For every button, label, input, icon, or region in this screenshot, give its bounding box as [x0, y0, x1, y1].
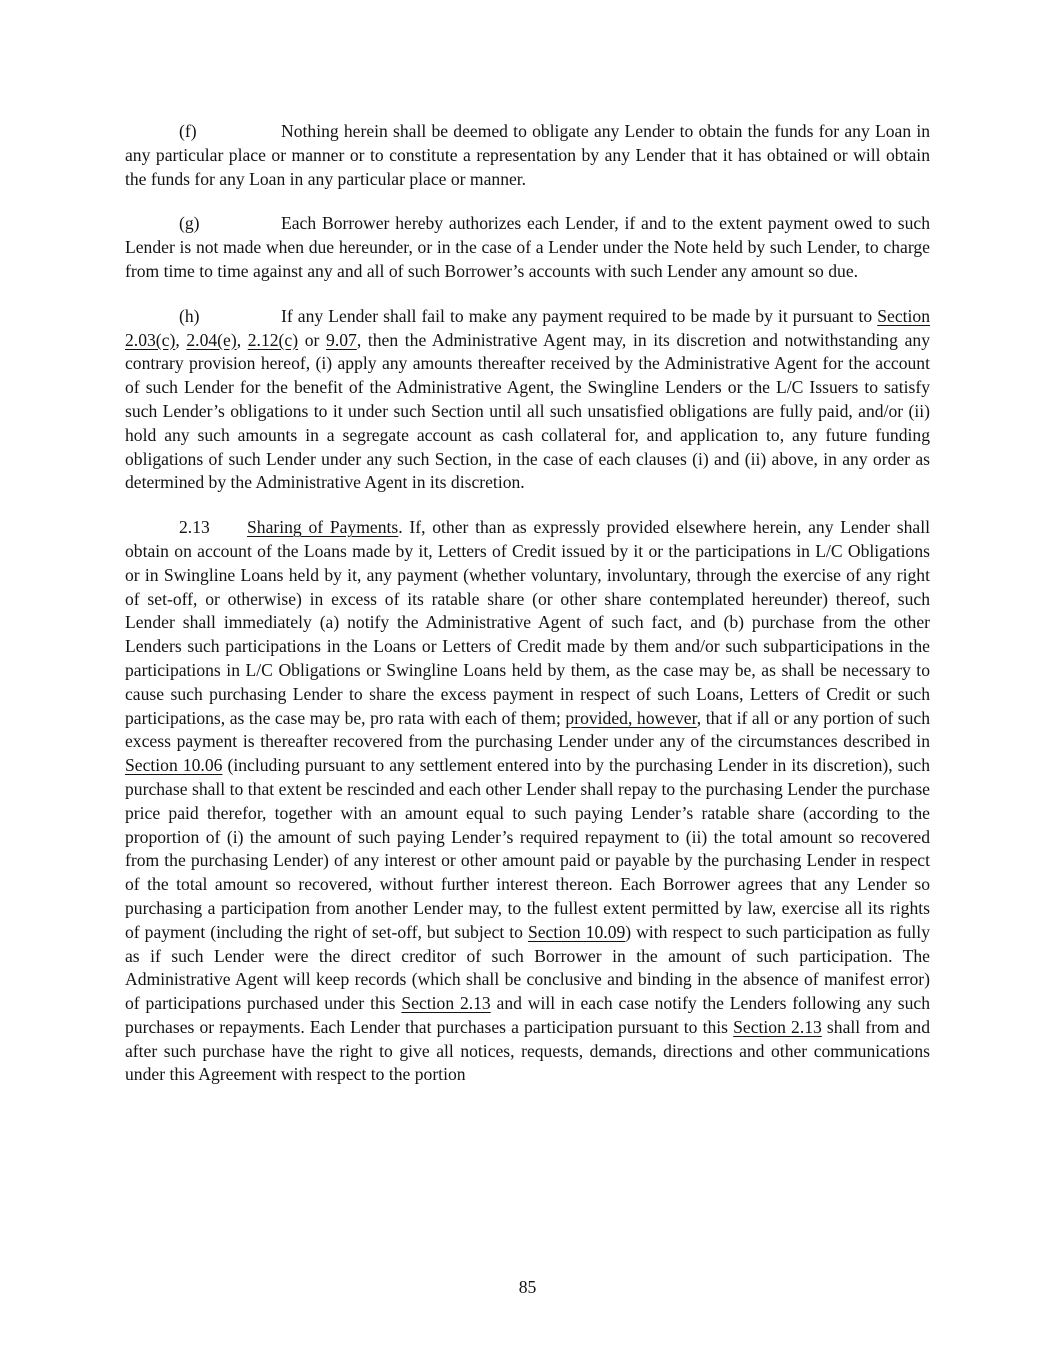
paragraphs-container	[125, 120, 930, 1087]
text-run: Nothing herein shall be deemed to obligate any Lender to obtain the funds for any Loan in any particular place or manner or to constitute a representation by any Lender that it has obtained or will obtain the funds for any Loan in any particular place or manner.	[125, 121, 930, 189]
section-reference: 2.12(c)	[247, 329, 299, 350]
text-run: . If, other than as expressly provided elsewhere herein, any Lender shall obtain on account of the Loans made by it, Letters of Credit issued by it or the participations in L/C Obligations or in Swingline Loans held by it, any payment (whether voluntary, involuntary, through the exercise of any right of set-off, or otherwise) in excess of its ratable share (or other share contemplated hereunder) thereof, such Lender shall immediately (a) notify the Administrative Agent of such fact, and (b) purchase from the other Lenders such participations in the Loans or Letters of Credit made by them and/or such subparticipations in the participations in L/C Obligations or Swingline Loans held by them, as the case may be, as shall be necessary to cause such purchasing Lender to share the excess payment in respect of such Loans, Letters of Credit or such participations, as the case may be, pro rata with each of them;	[125, 517, 930, 728]
text-run: ,	[236, 329, 248, 350]
text-run: , then the Administrative Agent may, in its discretion and notwithstanding any contrary provision hereof, (i) apply any amounts thereafter received by the Administrative Agent for the account of such Lender for the benefit of the Administrative Agent, the Swingline Lenders or the L/C Issuers to satisfy such Lender’s obligations to it under such Section until all such unsatisfied obligations are fully paid, and/or (ii) hold any such amounts in a segregate account as cash collateral for, and application to, any future funding obligations of such Lender under any such Section, in the case of each clauses (i) and (ii) above, in any order as determined by the Administrative Agent in its discretion.	[125, 329, 931, 493]
section-reference: Section 2.13	[401, 993, 491, 1014]
section-reference: provided, however	[565, 707, 697, 728]
text-run: , that if all or any portion of such excess payment is thereafter recovered from the purchasing Lender under any of the circumstances described in	[125, 707, 931, 752]
page-footer	[0, 1276, 1055, 1300]
paragraph-f	[125, 120, 930, 191]
paragraph-label: 2.13	[179, 517, 210, 538]
section-reference: Section 10.09	[527, 921, 626, 942]
text-run: ) with respect to such participation as fully as if such Lender were the direct creditor of such Borrower in the amount of such participation. The Administrative Agent will keep records (which shall be conclusive and binding in the absence of manifest error) of participations purchased under this	[125, 921, 930, 1014]
text-run: or	[298, 329, 327, 350]
text-run: shall from and after such purchase have the right to give all notices, requests, demands, directions and other communications under this Agreement with respect to the portion	[125, 1016, 931, 1085]
text-run: Each Borrower hereby authorizes each Lender, if and to the extent payment owed to such Lender is not made when due hereunder, or in the case of a Lender under the Note held by such Lender, to charge from time to time against any and all of such Borrower’s accounts with such Lender any amount so due.	[125, 213, 930, 281]
section-reference: 9.07	[326, 329, 357, 350]
section-reference: Section 2.13	[733, 1016, 822, 1037]
paragraph-h	[125, 305, 930, 495]
section-reference: Section 2.03(c)	[125, 305, 930, 350]
paragraph-label: (h)	[179, 305, 200, 326]
paragraph-label: (g)	[179, 213, 200, 234]
paragraph-g	[125, 212, 930, 283]
section-reference: 2.04(e)	[186, 329, 237, 350]
text-run: and will in each case notify the Lenders following any such purchases or repayments. Each Lender that purchases a participation pursuant to this	[125, 993, 930, 1037]
section-reference: Section 10.06	[125, 755, 223, 776]
body-text	[125, 120, 930, 1108]
text-run: If any Lender shall fail to make any payment required to be made by it pursuant to	[281, 305, 878, 326]
text-run: (including pursuant to any settlement entered into by the purchasing Lender in its discretion), such purchase shall to that extent be rescinded and each other Lender shall repay to the purchasing Lender the purchase price paid therefor, together with an amount equal to such paying Lender’s ratable share (according to the proportion of (i) the amount of such paying Lender’s required repayment to (ii) the total amount so recovered from the purchasing Lender) of any interest or other amount paid or payable by the purchasing Lender in respect of the total amount so recovered, without further interest thereon. Each Borrower agrees that any Lender so purchasing a participation from another Lender may, to the fullest extent permitted by law, exercise all its rights of payment (including the right of set-off, but subject to	[125, 755, 930, 942]
paragraph-2.13	[125, 516, 930, 1087]
page-number: 85	[518, 1277, 537, 1297]
paragraph-label: (f)	[179, 121, 197, 141]
text-run: ,	[175, 329, 187, 350]
section-reference: Sharing of Payments	[247, 517, 399, 538]
